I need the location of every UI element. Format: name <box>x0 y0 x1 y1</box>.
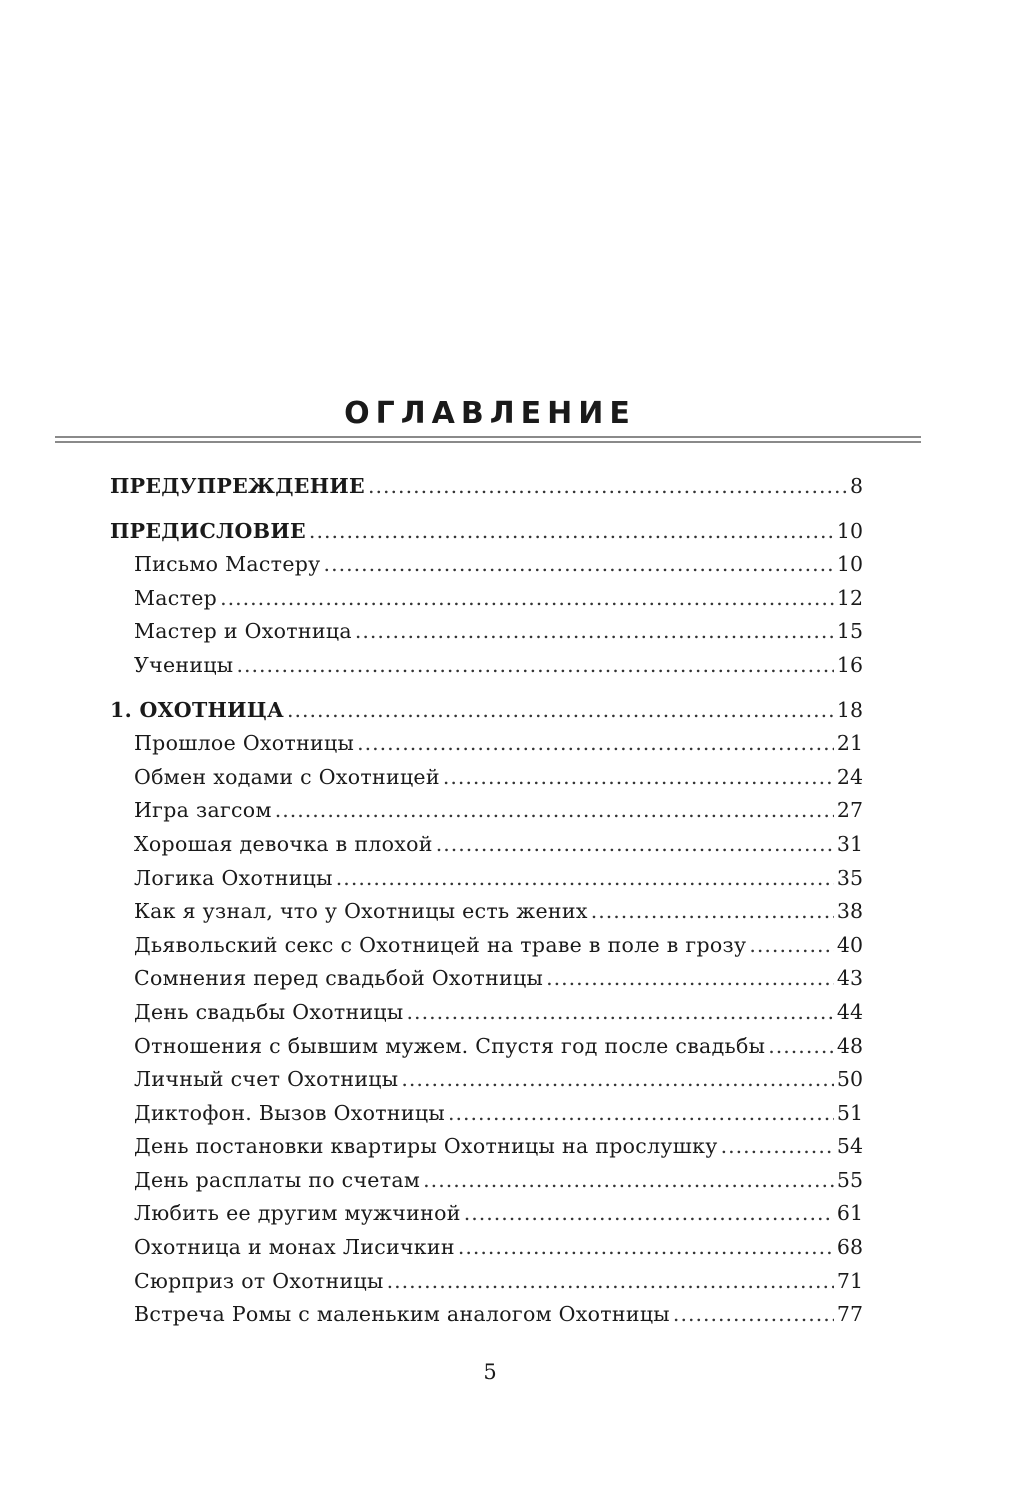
toc-entry[interactable] <box>110 1231 863 1265</box>
toc-entry-title: Встреча Ромы с маленьким аналогом Охотницы <box>134 1302 670 1327</box>
toc-entry-page: 35 <box>836 865 863 890</box>
toc-entry-page: 44 <box>836 999 863 1024</box>
dot-leader <box>436 828 834 862</box>
toc-entry-page: 31 <box>836 831 863 856</box>
toc-entry[interactable] <box>110 1130 863 1164</box>
table-of-contents <box>110 470 863 1332</box>
toc-entry-page: 71 <box>836 1268 863 1293</box>
toc-entry-title: ПРЕДУПРЕЖДЕНИЕ <box>110 474 365 498</box>
dot-leader <box>387 1265 834 1299</box>
toc-entry[interactable] <box>110 1097 863 1131</box>
toc-entry-title: День свадьбы Охотницы <box>134 999 404 1024</box>
toc-entry-title: Хорошая девочка в плохой <box>134 831 433 856</box>
dot-leader <box>673 1298 834 1332</box>
toc-entry-page: 61 <box>836 1201 863 1226</box>
dot-leader <box>591 895 834 929</box>
page-number: 5 <box>483 1360 497 1384</box>
toc-entry[interactable] <box>110 1030 863 1064</box>
dot-leader <box>287 694 834 728</box>
dot-leader <box>448 1097 834 1131</box>
toc-entry-title: Ученицы <box>134 652 234 677</box>
dot-leader <box>275 794 834 828</box>
toc-entry-title: Сомнения перед свадьбой Охотницы <box>134 966 544 991</box>
title-double-rule <box>55 436 921 443</box>
toc-entry-title: Обмен ходами с Охотницей <box>134 764 440 789</box>
toc-entry-title: Сюрприз от Охотницы <box>134 1268 384 1293</box>
dot-leader <box>458 1231 834 1265</box>
toc-entry-page: 54 <box>836 1134 863 1159</box>
toc-entry-page: 16 <box>836 652 863 677</box>
toc-entry-title: День постановки квартиры Охотницы на прослушку <box>134 1134 718 1159</box>
toc-entry-page: 51 <box>836 1100 863 1125</box>
dot-leader <box>407 996 834 1030</box>
toc-entry-title: Письмо Мастеру <box>134 552 321 577</box>
toc-entry-page: 27 <box>836 798 863 823</box>
page-title: ОГЛАВЛЕНИЕ <box>344 396 636 431</box>
toc-entry-title: Игра загсом <box>134 798 272 823</box>
dot-leader <box>236 649 833 683</box>
toc-entry[interactable] <box>110 1298 863 1332</box>
toc-entry-title: Дьявольский секс с Охотницей на траве в поле в грозу <box>134 932 747 957</box>
toc-entry-title: Как я узнал, что у Охотницы есть жених <box>134 899 588 924</box>
toc-entry-title: Мастер и Охотница <box>134 619 352 644</box>
dot-leader <box>324 548 834 582</box>
toc-entry[interactable] <box>110 548 863 582</box>
toc-section-heading[interactable] <box>110 694 863 728</box>
dot-leader <box>768 1030 834 1064</box>
toc-entry[interactable] <box>110 1164 863 1198</box>
toc-entry-title: День расплаты по счетам <box>134 1167 421 1192</box>
toc-entry-title: Мастер <box>134 585 218 610</box>
toc-entry-page: 15 <box>836 619 863 644</box>
toc-entry[interactable] <box>110 996 863 1030</box>
dot-leader <box>464 1197 834 1231</box>
toc-entry[interactable] <box>110 727 863 761</box>
toc-entry[interactable] <box>110 1063 863 1097</box>
dot-leader <box>220 582 834 616</box>
dot-leader <box>749 929 834 963</box>
toc-entry-page: 10 <box>836 552 863 577</box>
toc-entry-page: 48 <box>836 1033 863 1058</box>
toc-entry-title: Отношения с бывшим мужем. Спустя год после свадьбы <box>134 1033 766 1058</box>
toc-entry[interactable] <box>110 828 863 862</box>
toc-entry[interactable] <box>110 582 863 616</box>
toc-entry-title: Личный счет Охотницы <box>134 1067 399 1092</box>
toc-entry[interactable] <box>110 1197 863 1231</box>
toc-entry[interactable] <box>110 615 863 649</box>
toc-entry-page: 8 <box>849 474 863 498</box>
toc-entry-page: 68 <box>836 1235 863 1260</box>
toc-entry-page: 40 <box>836 932 863 957</box>
toc-entry-title: Любить ее другим мужчиной <box>134 1201 461 1226</box>
toc-entry-page: 21 <box>836 731 863 756</box>
dot-leader <box>309 515 834 549</box>
toc-entry[interactable] <box>110 929 863 963</box>
dot-leader <box>368 470 847 504</box>
dot-leader <box>423 1164 834 1198</box>
toc-entry-page: 38 <box>836 899 863 924</box>
toc-entry[interactable] <box>110 1265 863 1299</box>
toc-entry-page: 12 <box>836 585 863 610</box>
toc-entry-title: Логика Охотницы <box>134 865 333 890</box>
toc-entry-title: ПРЕДИСЛОВИЕ <box>110 518 306 543</box>
toc-entry-title: Прошлое Охотницы <box>134 731 355 756</box>
dot-leader <box>721 1130 834 1164</box>
toc-entry[interactable] <box>110 862 863 896</box>
toc-entry-page: 10 <box>836 518 863 543</box>
toc-entry-title: Охотница и монах Лисичкин <box>134 1235 455 1260</box>
dot-leader <box>355 615 834 649</box>
toc-entry[interactable] <box>110 895 863 929</box>
dot-leader <box>357 727 834 761</box>
toc-entry-title: Диктофон. Вызов Охотницы <box>134 1100 445 1125</box>
toc-entry[interactable] <box>110 649 863 683</box>
dot-leader <box>443 761 834 795</box>
dot-leader <box>546 962 834 996</box>
toc-entry[interactable] <box>110 962 863 996</box>
toc-entry-page: 55 <box>836 1167 863 1192</box>
toc-section-heading[interactable] <box>110 470 863 504</box>
toc-entry-page: 24 <box>836 764 863 789</box>
toc-entry-page: 43 <box>836 966 863 991</box>
dot-leader <box>401 1063 834 1097</box>
toc-entry-page: 18 <box>836 697 863 722</box>
toc-entry-page: 77 <box>836 1302 863 1327</box>
toc-section-heading[interactable] <box>110 515 863 549</box>
toc-entry-page: 50 <box>836 1067 863 1092</box>
toc-entry[interactable] <box>110 794 863 828</box>
dot-leader <box>336 862 834 896</box>
toc-entry-title: 1. ОХОТНИЦА <box>110 697 284 722</box>
toc-entry[interactable] <box>110 761 863 795</box>
